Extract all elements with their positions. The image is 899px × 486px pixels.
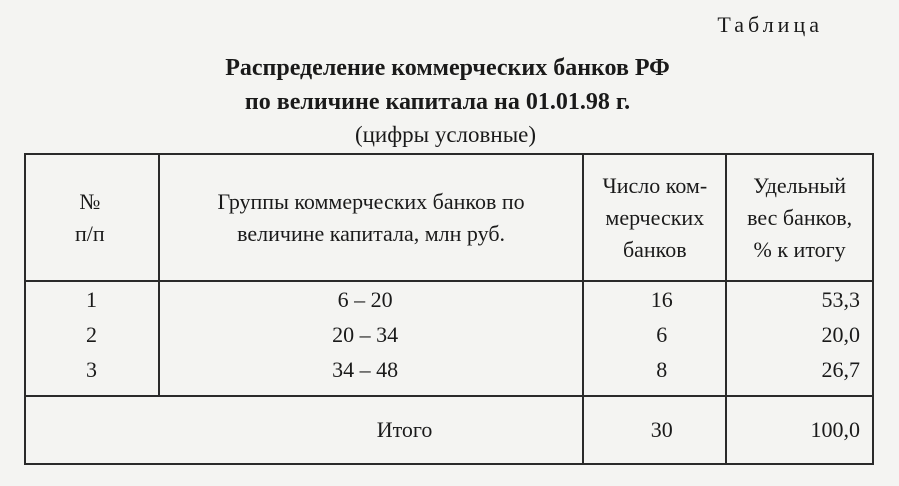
total-share: 100,0 (726, 396, 873, 464)
table-header-row (25, 154, 873, 281)
range-column (159, 281, 584, 396)
table-label: Таблица (717, 12, 823, 37)
header-group (159, 154, 584, 281)
header-count-line3: банков (622, 236, 687, 262)
table-total-row (25, 396, 873, 464)
row-2-count: 6 (656, 322, 668, 348)
row-3-share: 26,7 (821, 357, 860, 383)
header-count-line2: мерческих (605, 204, 705, 230)
header-number-line1: № (79, 188, 101, 214)
table-subtitle: (цифры условные) (354, 122, 537, 147)
count-column (583, 281, 726, 396)
row-3-range: 34 – 48 (332, 357, 399, 383)
header-share (726, 154, 873, 281)
header-share-line2: вес банков, (747, 204, 853, 230)
total-count: 30 (583, 396, 726, 464)
table-body-row (25, 281, 873, 396)
row-2-share: 20,0 (821, 322, 860, 348)
header-number-line2: п/п (75, 220, 105, 246)
row-1-range: 6 – 20 (337, 287, 393, 313)
row-1-count: 16 (650, 287, 673, 313)
number-column (25, 281, 159, 396)
header-number (25, 154, 159, 281)
header-count (583, 154, 726, 281)
table-title-line2: по величине капитала на 01.01.98 г. (244, 89, 631, 115)
header-group-line1: Группы коммерческих банков по (217, 188, 525, 214)
header-share-line1: Удельный (753, 172, 846, 198)
header-share-line3: % к итогу (753, 236, 846, 262)
row-1-share: 53,3 (821, 287, 860, 313)
row-2-number: 2 (86, 322, 97, 348)
total-label: Итого (25, 396, 583, 464)
row-2-range: 20 – 34 (332, 322, 399, 348)
share-column (726, 281, 873, 396)
row-3-number: 3 (86, 357, 97, 383)
row-3-count: 8 (656, 357, 668, 383)
table-title-line1: Распределение коммерческих банков РФ (225, 55, 670, 81)
header-count-line1: Число ком- (602, 172, 708, 198)
row-1-number: 1 (86, 287, 97, 313)
bank-distribution-table (24, 153, 874, 465)
header-group-line2: величине капитала, млн руб. (237, 220, 506, 246)
